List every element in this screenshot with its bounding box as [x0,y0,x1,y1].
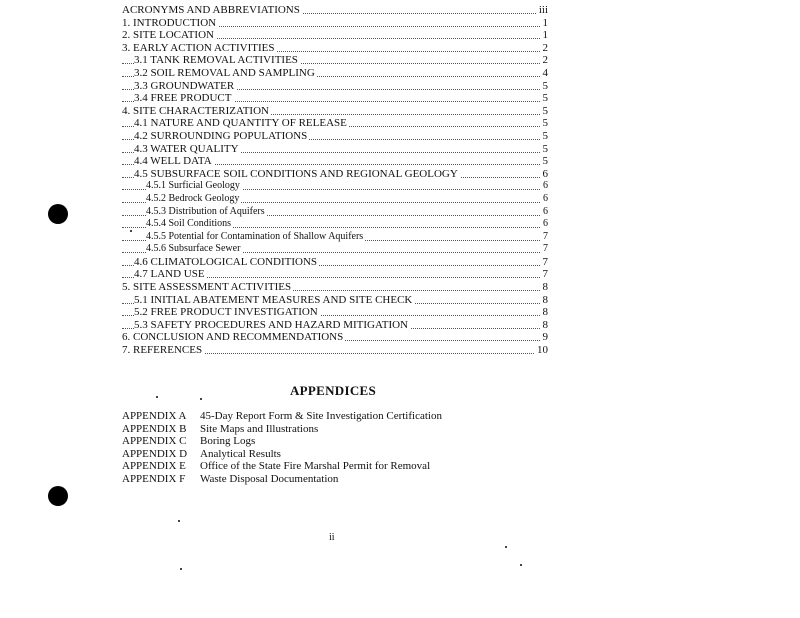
toc-entry-label: 5.1 INITIAL ABATEMENT MEASURES AND SITE CHECK [134,293,413,306]
toc-entry-label: 4.5.5 Potential for Contamination of Shallow Aquifers [146,230,364,242]
toc-entry-page: 6 [543,205,548,217]
appendix-title: Boring Logs [200,435,256,448]
toc-entry [122,168,548,181]
appendix-id: APPENDIX D [122,447,188,460]
appendix-title: Site Maps and Illustrations [200,422,319,435]
toc-entry-label: 4.4 WELL DATA [134,155,212,168]
toc-entry-label: ACRONYMS AND ABBREVIATIONS [122,4,300,16]
toc-entry-label: 1. INTRODUCTION [122,16,217,29]
toc-entry-label: 4.5.3 Distribution of Aquifers [146,205,265,217]
toc-entry [122,117,548,130]
toc-entry-page: 8 [542,293,548,306]
punch-hole-top [48,204,68,224]
toc-entry [122,344,548,357]
toc-entry-label: 4.5 SUBSURFACE SOIL CONDITIONS AND REGIONAL GEOLOGY [134,167,458,180]
toc-entry-page: 2 [542,41,548,54]
toc-entry-label: 3. EARLY ACTION ACTIVITIES [122,41,275,54]
toc-entry-page: 1 [542,16,548,29]
toc-entry [122,218,548,231]
appendix-item [122,410,442,423]
toc-entry-page: 7 [542,255,548,268]
toc-entry [122,193,548,206]
toc-entry-page: 7 [542,268,548,281]
toc-entry-label: 5.3 SAFETY PROCEDURES AND HAZARD MITIGATION [134,318,408,331]
toc-entry [122,4,548,17]
toc-entry-label: 3.3 GROUNDWATER [134,79,235,92]
table-of-contents [122,4,548,357]
toc-entry [122,105,548,118]
toc-entry-label: 4.3 WATER QUALITY [134,142,239,155]
toc-entry-page: 7 [543,230,548,242]
toc-entry-label: 4.7 LAND USE [134,268,205,281]
appendices-heading: APPENDICES [289,383,377,398]
appendix-item [122,473,442,486]
toc-entry-page: 6 [543,180,548,192]
toc-entry-label: 4.5.2 Bedrock Geology [146,192,240,204]
toc-entry [122,281,548,294]
appendix-item [122,448,442,461]
toc-entry-page: 6 [543,192,548,204]
toc-entry [122,306,548,319]
scan-speck [180,568,182,570]
toc-entry-label: 4. SITE CHARACTERIZATION [122,104,269,117]
toc-entry-label: 4.5.4 Soil Conditions [146,218,232,230]
toc-entry [122,268,548,281]
toc-entry-page: 5 [542,104,548,117]
toc-entry-label: 5.2 FREE PRODUCT INVESTIGATION [134,306,318,319]
toc-entry [122,54,548,67]
toc-entry [122,155,548,168]
toc-entry-page: 8 [542,281,548,294]
appendix-title: 45-Day Report Form & Site Investigation Certification [200,410,442,422]
toc-entry [122,29,548,42]
toc-entry-label: 3.1 TANK REMOVAL ACTIVITIES [134,54,298,67]
toc-entry [122,243,548,256]
toc-entry-page: 5 [542,117,548,130]
toc-entry-page: 7 [543,243,548,255]
appendix-title: Waste Disposal Documentation [200,472,339,485]
scan-speck [156,396,158,398]
toc-entry [122,180,548,193]
toc-entry-label: 2. SITE LOCATION [122,29,214,42]
toc-entry-page: 5 [542,129,548,142]
appendix-id: APPENDIX F [122,472,186,485]
appendix-item [122,435,442,448]
toc-entry-page: 5 [542,155,548,168]
toc-entry-page: 8 [542,306,548,319]
toc-entry-page: 2 [542,54,548,67]
toc-entry-page: 4 [542,66,548,79]
appendix-title: Analytical Results [200,447,281,460]
toc-entry-label: 4.1 NATURE AND QUANTITY OF RELEASE [134,117,347,130]
toc-entry [122,42,548,55]
scan-speck [520,564,522,566]
toc-entry [122,17,548,30]
toc-entry-page: 9 [542,331,548,344]
toc-entry-label: 5. SITE ASSESSMENT ACTIVITIES [122,281,292,294]
toc-entry-label: 4.5.6 Subsurface Sewer [146,243,241,255]
scan-speck [505,546,507,548]
toc-entry-label: 6. CONCLUSION AND RECOMMENDATIONS [122,331,344,344]
toc-entry [122,143,548,156]
toc-entry-label: 4.5.1 Surficial Geology [146,180,240,192]
toc-entry [122,331,548,344]
toc-entry-label: 7. REFERENCES [122,344,203,357]
appendix-id: APPENDIX B [122,422,187,435]
toc-entry-page: 5 [542,92,548,105]
toc-entry-label: 3.4 FREE PRODUCT [134,92,232,105]
toc-entry [122,206,548,219]
scan-speck [200,398,202,400]
toc-entry [122,294,548,307]
toc-entry [122,92,548,105]
appendix-id: APPENDIX A [122,410,187,422]
toc-entry-page: 8 [542,318,548,331]
toc-entry [122,231,548,244]
toc-entry [122,80,548,93]
toc-entry-page: 1 [542,29,548,42]
toc-entry-page: iii [538,4,548,16]
toc-entry [122,67,548,80]
appendix-id: APPENDIX C [122,435,187,448]
toc-entry-label: 3.2 SOIL REMOVAL AND SAMPLING [134,66,315,79]
appendix-item [122,423,442,436]
toc-entry [122,130,548,143]
page-number: ii [329,532,335,543]
scan-speck [130,230,132,232]
toc-entry-page: 5 [542,79,548,92]
toc-entry-page: 6 [542,167,548,180]
toc-entry-page: 5 [542,142,548,155]
toc-entry-page: 6 [543,218,548,230]
appendix-title: Office of the State Fire Marshal Permit for Removal [200,460,431,473]
toc-entry [122,319,548,332]
punch-hole-bottom [48,486,68,506]
appendix-item [122,460,442,473]
appendix-id: APPENDIX E [122,460,186,473]
scan-speck [178,520,180,522]
toc-entry-label: 4.2 SURROUNDING POPULATIONS [134,129,308,142]
toc-entry-page: 10 [537,344,548,357]
toc-entry-label: 4.6 CLIMATOLOGICAL CONDITIONS [134,255,318,268]
toc-entry [122,256,548,269]
appendix-list [122,410,442,486]
